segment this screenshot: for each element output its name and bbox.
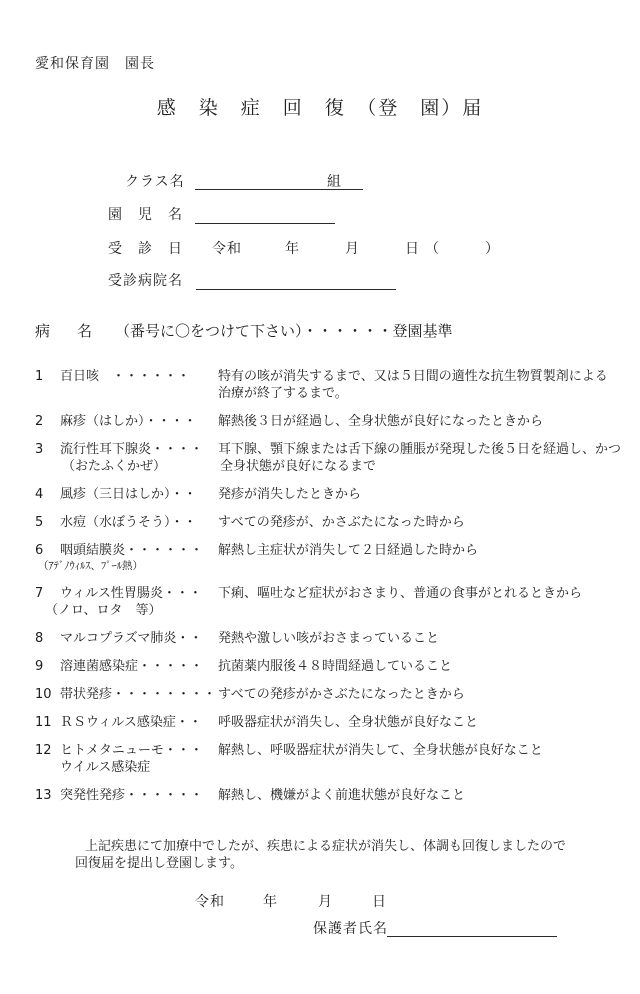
closing-statement: [75, 838, 620, 872]
disease-criteria-cont: 全身状態が良好になるまで: [220, 459, 377, 474]
child-name-label: 園 児 名: [108, 207, 183, 223]
footer-month-label: 月: [318, 894, 333, 910]
disease-number: 2: [35, 414, 44, 429]
child-name-field[interactable]: [195, 204, 335, 224]
disease-name: ＲＳウィルス感染症・・: [60, 715, 202, 730]
disease-criteria: 下痢、嘔吐など症状がおさまり、普通の食事がとれるときから: [218, 586, 583, 601]
disease-name: マルコプラズマ肺炎・・: [60, 631, 203, 646]
disease-name: 帯状発疹・・・・・・・・: [60, 687, 217, 702]
footer-era-label: 令和: [195, 894, 225, 910]
disease-criteria: 解熱し、呼吸器症状が消失して、全身状態が良好なこと: [218, 743, 543, 758]
disease-item-3: [35, 441, 635, 475]
disease-item-13: [35, 787, 635, 804]
guardian-name-field[interactable]: [387, 917, 557, 937]
disease-criteria: 特有の咳が消失するまで、又は５日間の適性な抗生物質製剤による: [218, 369, 608, 384]
class-name-field[interactable]: [195, 171, 363, 190]
disease-criteria: 解熱後３日が経過し、全身状態が良好になったときから: [218, 414, 544, 429]
disease-number: 10: [35, 687, 52, 702]
disease-criteria: 解熱し、機嫌がよく前進状態が良好なこと: [218, 788, 466, 803]
disease-number: 11: [35, 715, 52, 730]
disease-name: 溶連菌感染症・・・・・: [60, 659, 204, 674]
disease-number: 4: [35, 487, 44, 502]
disease-number: 13: [35, 788, 52, 803]
visit-day-label: 日: [405, 241, 420, 257]
hospital-label: 受診病院名: [108, 273, 183, 289]
disease-name: 百日咳 ・・・・・・: [60, 369, 191, 384]
disease-item-5: [35, 514, 635, 531]
nursery-addressee: 愛和保育園 園長: [35, 56, 155, 72]
visit-year-label: 年: [285, 241, 300, 257]
disease-criteria: すべての発疹が、かさぶたになった時から: [218, 515, 465, 530]
disease-number: 6: [35, 543, 44, 558]
hospital-field[interactable]: [196, 270, 396, 290]
disease-number: 9: [35, 659, 44, 674]
class-name-label: クラス名: [125, 174, 185, 190]
disease-item-10: [35, 686, 635, 703]
disease-criteria: 発熱や激しい咳がおさまっていること: [218, 631, 440, 646]
disease-name-alias: （ノロ、ロタ 等）: [45, 603, 162, 618]
visit-weekday-paren: （ ）: [425, 241, 500, 257]
disease-number: 3: [35, 442, 44, 457]
disease-name: 水痘（水ぼうそう）・・: [60, 515, 197, 530]
disease-item-7: [35, 585, 635, 619]
disease-name: 咽頭結膜炎・・・・・・: [60, 543, 204, 558]
disease-number: 5: [35, 515, 44, 530]
disease-name-cont: ウイルス感染症: [60, 760, 151, 775]
disease-number: 8: [35, 631, 44, 646]
disease-criteria-cont: 治療が終了するまで。: [218, 386, 348, 401]
disease-list: [35, 368, 635, 815]
disease-name: ウィルス性胃腸炎・・・: [60, 586, 202, 601]
footer-day-label: 日: [372, 894, 387, 910]
footer-year-label: 年: [263, 894, 278, 910]
disease-item-1: [35, 368, 635, 402]
disease-item-2: [35, 413, 635, 430]
disease-name: 突発性発疹・・・・・・: [60, 788, 204, 803]
disease-number: 1: [35, 369, 44, 384]
disease-name: ヒトメタニューモ・・・: [60, 743, 203, 758]
class-unit-suffix: 組: [327, 174, 341, 190]
guardian-name-label: 保護者氏名: [313, 921, 388, 937]
closing-line-1: 上記疾患にて加療中でしたが、疾患による症状が消失し、体調も回復しましたので: [85, 839, 567, 854]
disease-criteria: 呼吸器症状が消失し、全身状態が良好なこと: [218, 715, 479, 730]
disease-item-8: [35, 630, 635, 647]
disease-criteria: 耳下腺、顎下線または舌下線の腫脹が発現した後５日を経過し、かつ: [218, 442, 622, 457]
disease-item-4: [35, 486, 635, 503]
disease-number: 12: [35, 743, 52, 758]
disease-item-6: [35, 542, 635, 574]
disease-name: 風疹（三日はしか）・・: [60, 487, 197, 502]
disease-name: 麻疹（はしか）・・・・: [60, 414, 197, 429]
closing-line-2: 回復届を提出し登園します。: [75, 856, 243, 871]
disease-item-12: [35, 742, 635, 776]
disease-criteria: 解熱し主症状が消失して２日経過した時から: [218, 543, 479, 558]
disease-name-alias: （おたふくかぜ）: [62, 459, 167, 474]
disease-item-9: [35, 658, 635, 675]
disease-number: 7: [35, 586, 44, 601]
document-title: 感 染 症 回 復 （登 園）届: [156, 97, 484, 119]
disease-criteria: 発疹が消失したときから: [218, 487, 362, 502]
visit-month-label: 月: [345, 241, 360, 257]
disease-section-label: 病 名: [35, 322, 99, 340]
visit-date-label: 受 診 日: [108, 241, 183, 257]
disease-criteria: 抗菌薬内服後４８時間経過していること: [218, 659, 453, 674]
disease-criteria: すべての発疹がかさぶたになったときから: [218, 687, 465, 702]
disease-name-alias: （ｱﾃﾞﾉｳｨﾙｽ、ﾌﾟｰﾙ熱）: [38, 560, 143, 572]
disease-item-11: [35, 714, 635, 731]
disease-section-note: （番号に〇をつけて下さい）・・・・・・登園基準: [115, 322, 453, 340]
visit-era-label: 令和: [212, 241, 242, 257]
disease-name: 流行性耳下腺炎・・・・: [60, 442, 204, 457]
